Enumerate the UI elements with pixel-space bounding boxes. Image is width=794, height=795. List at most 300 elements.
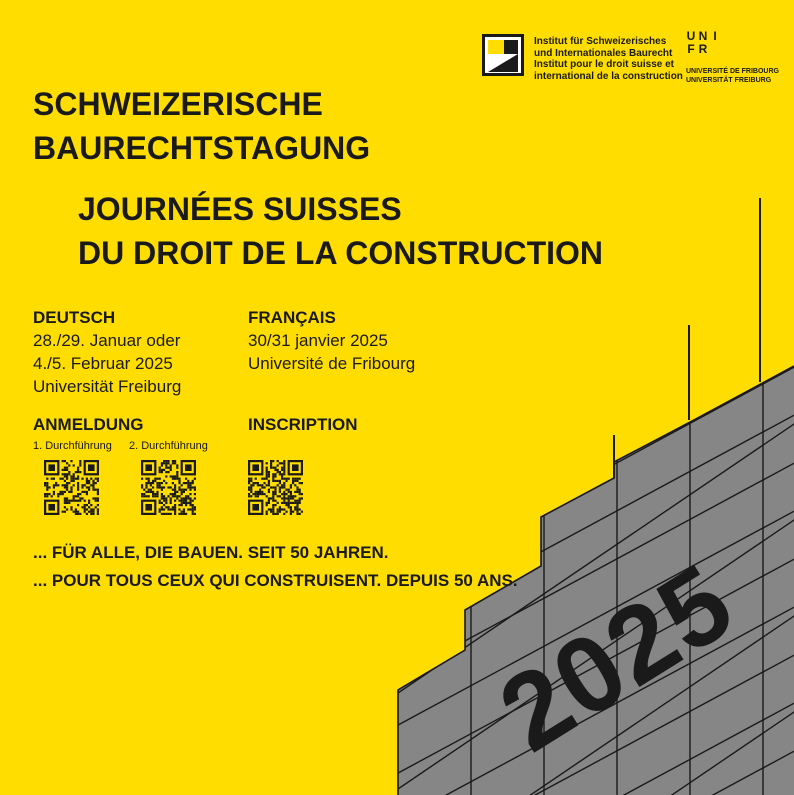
qr-module (277, 484, 279, 486)
qr-module (274, 469, 276, 471)
qr-module (84, 484, 86, 486)
qr-module (150, 491, 152, 493)
qr-module (66, 473, 68, 475)
qr-module (66, 497, 68, 499)
qr-module (84, 511, 86, 513)
qr-module (248, 495, 250, 497)
qr-module (53, 478, 55, 480)
qr-module (161, 497, 163, 499)
qr-module (294, 495, 296, 497)
qr-module (161, 506, 163, 508)
qr-module (165, 513, 167, 515)
qr-module (192, 500, 194, 502)
qr-module (70, 460, 72, 462)
qr-module (159, 500, 161, 502)
qr-module (66, 486, 68, 488)
tagline-french: ... POUR TOUS CEUX QUI CONSTRUISENT. DEPUIS 50 ANS. (33, 571, 518, 590)
qr-module (88, 500, 90, 502)
qr-module (189, 508, 191, 510)
qr-module (270, 467, 272, 469)
qr-module (163, 495, 165, 497)
qr-module (64, 491, 66, 493)
qr-module (279, 489, 281, 491)
qr-module (183, 482, 185, 484)
qr-module (248, 486, 250, 488)
qr-module (53, 491, 55, 493)
qr-module (172, 493, 174, 495)
qr-module (156, 491, 158, 493)
qr-module (285, 497, 287, 499)
qr-module (277, 495, 279, 497)
qr-module (192, 508, 194, 510)
qr-module (48, 493, 50, 495)
qr-module (77, 475, 79, 477)
institute-name (534, 36, 684, 82)
title-line: SCHWEIZERISCHE (33, 86, 323, 122)
qr-module (97, 508, 99, 510)
qr-module (283, 467, 285, 469)
qr-module (165, 462, 167, 464)
qr-module (181, 504, 183, 506)
qr-module (248, 478, 250, 480)
qr-module (290, 513, 292, 515)
qr-module (44, 484, 46, 486)
qr-module (288, 500, 290, 502)
qr-module (290, 511, 292, 513)
qr-module (70, 500, 72, 502)
qr-module (296, 506, 298, 508)
qr-module (77, 484, 79, 486)
qr-module (81, 491, 83, 493)
qr-module (194, 506, 196, 508)
qr-module (152, 491, 154, 493)
qr-module (194, 478, 196, 480)
qr-module (257, 491, 259, 493)
qr-module (77, 478, 79, 480)
qr-module (92, 508, 94, 510)
qr-module (283, 484, 285, 486)
qr-module (285, 504, 287, 506)
qr-module (192, 504, 194, 506)
qr-module (90, 513, 92, 515)
qr-module (88, 511, 90, 513)
qr-module (165, 497, 167, 499)
qr-module (145, 478, 147, 480)
qr-module (296, 502, 298, 504)
title-line: JOURNÉES SUISSES (78, 191, 402, 227)
qr-module (296, 491, 298, 493)
qr-module (59, 493, 61, 495)
title-line: BAURECHTSTAGUNG (33, 130, 371, 166)
qr-module (268, 480, 270, 482)
qr-module (288, 506, 290, 508)
qr-module (181, 502, 183, 504)
qr-module (68, 500, 70, 502)
title-line: DU DROIT DE LA CONSTRUCTION (78, 235, 604, 271)
qr-module (66, 469, 68, 471)
qr-module (77, 467, 79, 469)
qr-module (268, 502, 270, 504)
qr-module (86, 478, 88, 480)
qr-module (281, 467, 283, 469)
qr-module (170, 500, 172, 502)
qr-module (292, 497, 294, 499)
qr-module (77, 486, 79, 488)
qr-module (163, 480, 165, 482)
deutsch-date-line: 28./29. Januar oder (33, 331, 181, 350)
qr-module (279, 480, 281, 482)
qr-module (172, 506, 174, 508)
qr-module (73, 475, 75, 477)
qr-module (148, 480, 150, 482)
qr-module (92, 489, 94, 491)
qr-module (163, 469, 165, 471)
qr-module (189, 486, 191, 488)
qr-module (266, 502, 268, 504)
qr-code-second-session[interactable] (141, 460, 196, 515)
qr-module (178, 513, 180, 515)
qr-module (189, 493, 191, 495)
tagline-german: ... FÜR ALLE, DIE BAUEN. SEIT 50 JAHREN. (33, 543, 389, 562)
qr-module (296, 500, 298, 502)
qr-module (70, 489, 72, 491)
qr-module (66, 484, 68, 486)
qr-module (44, 495, 46, 497)
qr-module (268, 473, 270, 475)
qr-code-first-session[interactable] (44, 460, 99, 515)
qr-module (174, 484, 176, 486)
qr-module (294, 478, 296, 480)
qr-module (174, 478, 176, 480)
qr-module (259, 489, 261, 491)
qr-module (167, 513, 169, 515)
qr-module (277, 469, 279, 471)
qr-module (79, 460, 81, 462)
qr-module (77, 493, 79, 495)
qr-module (255, 495, 257, 497)
qr-module (285, 502, 287, 504)
qr-module (141, 484, 143, 486)
qr-module (283, 464, 285, 466)
qr-module (272, 467, 274, 469)
qr-module (73, 511, 75, 513)
qr-module (170, 475, 172, 477)
qr-module (79, 471, 81, 473)
qr-module (77, 504, 79, 506)
qr-module (86, 491, 88, 493)
qr-module (272, 493, 274, 495)
qr-module (299, 497, 301, 499)
qr-module (165, 471, 167, 473)
qr-module (294, 484, 296, 486)
qr-module (62, 491, 64, 493)
qr-module (274, 467, 276, 469)
qr-module (46, 486, 48, 488)
qr-module (187, 480, 189, 482)
deutsch-venue: Universität Freiburg (33, 377, 182, 396)
qr-module (163, 462, 165, 464)
qr-module (90, 504, 92, 506)
qr-code-inscription[interactable] (248, 460, 303, 515)
qr-module (86, 493, 88, 495)
qr-module (150, 482, 152, 484)
qr-module (176, 497, 178, 499)
qr-module (181, 484, 183, 486)
qr-module (156, 486, 158, 488)
qr-module (167, 508, 169, 510)
qr-module (68, 473, 70, 475)
qr-module (152, 495, 154, 497)
qr-module (163, 508, 165, 510)
qr-module (70, 475, 72, 477)
qr-module (75, 511, 77, 513)
qr-module (183, 489, 185, 491)
qr-module (185, 500, 187, 502)
unifr-letter: I (713, 29, 717, 43)
qr-module (178, 480, 180, 482)
qr-module (176, 475, 178, 477)
unifr-name-line: UNIVERSITÄT FREIBURG (686, 76, 772, 84)
francais-section (248, 306, 415, 375)
qr-module (294, 491, 296, 493)
qr-module (263, 478, 265, 480)
qr-finder (252, 504, 259, 511)
qr-module (263, 493, 265, 495)
qr-module (95, 489, 97, 491)
qr-module (145, 495, 147, 497)
qr-module (178, 482, 180, 484)
qr-module (46, 484, 48, 486)
qr-module (148, 478, 150, 480)
qr-module (272, 506, 274, 508)
qr-module (161, 513, 163, 515)
qr-module (156, 484, 158, 486)
qr-module (64, 500, 66, 502)
qr-module (248, 480, 250, 482)
qr-module (64, 473, 66, 475)
qr-module (159, 478, 161, 480)
qr-module (165, 475, 167, 477)
qr-module (178, 508, 180, 510)
qr-module (174, 486, 176, 488)
qr-module (194, 493, 196, 495)
anmeldung-heading: ANMELDUNG (33, 415, 144, 434)
qr-module (152, 486, 154, 488)
qr-module (283, 462, 285, 464)
qr-module (55, 482, 57, 484)
qr-module (279, 482, 281, 484)
qr-module (187, 508, 189, 510)
qr-module (51, 478, 53, 480)
qr-module (97, 500, 99, 502)
qr-module (299, 513, 301, 515)
qr-module (189, 497, 191, 499)
institute-line: und Internationales Baurecht (534, 47, 673, 59)
qr-module (279, 495, 281, 497)
qr-module (194, 486, 196, 488)
qr-module (161, 489, 163, 491)
qr-module (277, 511, 279, 513)
qr-module (185, 489, 187, 491)
qr-module (279, 462, 281, 464)
qr-module (181, 491, 183, 493)
qr-module (161, 464, 163, 466)
qr-module (161, 508, 163, 510)
qr-module (170, 508, 172, 510)
francais-date-line: 30/31 janvier 2025 (248, 331, 388, 350)
qr-module (283, 473, 285, 475)
qr-module (57, 493, 59, 495)
qr-module (95, 500, 97, 502)
qr-module (292, 480, 294, 482)
qr-module (77, 469, 79, 471)
qr-module (64, 506, 66, 508)
qr-module (257, 493, 259, 495)
qr-module (176, 473, 178, 475)
qr-finder (88, 464, 95, 471)
unifr-name (686, 68, 794, 85)
qr-module (174, 462, 176, 464)
qr-module (274, 493, 276, 495)
qr-module (183, 511, 185, 513)
qr-module (77, 500, 79, 502)
qr-module (268, 475, 270, 477)
qr-module (268, 491, 270, 493)
qr-module (250, 486, 252, 488)
qr-module (161, 493, 163, 495)
qr-module (274, 489, 276, 491)
qr-module (183, 491, 185, 493)
qr-module (66, 502, 68, 504)
qr-module (281, 462, 283, 464)
institute-line: international de la construction (534, 70, 683, 82)
qr-module (296, 504, 298, 506)
qr-module (172, 482, 174, 484)
qr-module (165, 500, 167, 502)
qr-module (62, 469, 64, 471)
qr-module (194, 489, 196, 491)
qr-module (154, 480, 156, 482)
qr-module (165, 464, 167, 466)
qr-module (261, 493, 263, 495)
qr-module (170, 493, 172, 495)
unifr-letter: U (686, 29, 696, 43)
qr-module (62, 478, 64, 480)
qr-module (272, 497, 274, 499)
qr-module (163, 460, 165, 462)
qr-module (75, 500, 77, 502)
qr-module (279, 471, 281, 473)
qr-module (301, 493, 303, 495)
qr-module (170, 497, 172, 499)
qr-module (97, 489, 99, 491)
qr-module (272, 511, 274, 513)
qr-module (301, 482, 303, 484)
qr-module (181, 511, 183, 513)
qr-module (283, 508, 285, 510)
qr-module (270, 464, 272, 466)
qr-module (68, 502, 70, 504)
qr-module (189, 502, 191, 504)
qr-module (141, 495, 143, 497)
qr-module (250, 480, 252, 482)
qr-module (277, 471, 279, 473)
qr-module (156, 482, 158, 484)
qr-module (70, 508, 72, 510)
qr-module (290, 486, 292, 488)
qr-module (167, 506, 169, 508)
francais-venue: Université de Fribourg (248, 354, 416, 373)
qr-module (294, 500, 296, 502)
qr-module (154, 493, 156, 495)
qr-module (274, 500, 276, 502)
qr-module (44, 482, 46, 484)
qr-module (266, 504, 268, 506)
qr-module (172, 462, 174, 464)
qr-module (183, 502, 185, 504)
qr-module (88, 486, 90, 488)
qr-module (174, 508, 176, 510)
qr-module (62, 460, 64, 462)
qr-module (185, 478, 187, 480)
qr-module (53, 486, 55, 488)
qr-module (266, 462, 268, 464)
qr-module (266, 475, 268, 477)
qr-module (70, 478, 72, 480)
qr-module (281, 478, 283, 480)
qr-module (75, 513, 77, 515)
qr-module (95, 506, 97, 508)
qr-module (167, 486, 169, 488)
qr-module (174, 493, 176, 495)
qr-module (187, 486, 189, 488)
qr-module (299, 491, 301, 493)
qr-module (281, 486, 283, 488)
qr-module (268, 500, 270, 502)
qr-module (189, 489, 191, 491)
qr-module (255, 482, 257, 484)
qr-module (79, 493, 81, 495)
qr-module (64, 484, 66, 486)
qr-module (68, 464, 70, 466)
qr-module (159, 502, 161, 504)
qr-module (301, 497, 303, 499)
qr-module (57, 484, 59, 486)
qr-module (185, 495, 187, 497)
qr-module (79, 513, 81, 515)
qr-module (161, 502, 163, 504)
qr-module (148, 491, 150, 493)
qr-module (84, 506, 86, 508)
qr-module (46, 478, 48, 480)
qr-module (88, 489, 90, 491)
qr-module (294, 506, 296, 508)
qr-module (152, 482, 154, 484)
qr-module (163, 500, 165, 502)
qr-module (178, 504, 180, 506)
qr-module (170, 502, 172, 504)
qr-module (145, 482, 147, 484)
qr-module (73, 478, 75, 480)
qr-module (285, 489, 287, 491)
qr-module (285, 478, 287, 480)
qr-module (79, 500, 81, 502)
qr-module (290, 484, 292, 486)
qr-module (174, 500, 176, 502)
qr-module (292, 511, 294, 513)
qr-module (77, 495, 79, 497)
unifr-logo-icon (686, 30, 794, 56)
